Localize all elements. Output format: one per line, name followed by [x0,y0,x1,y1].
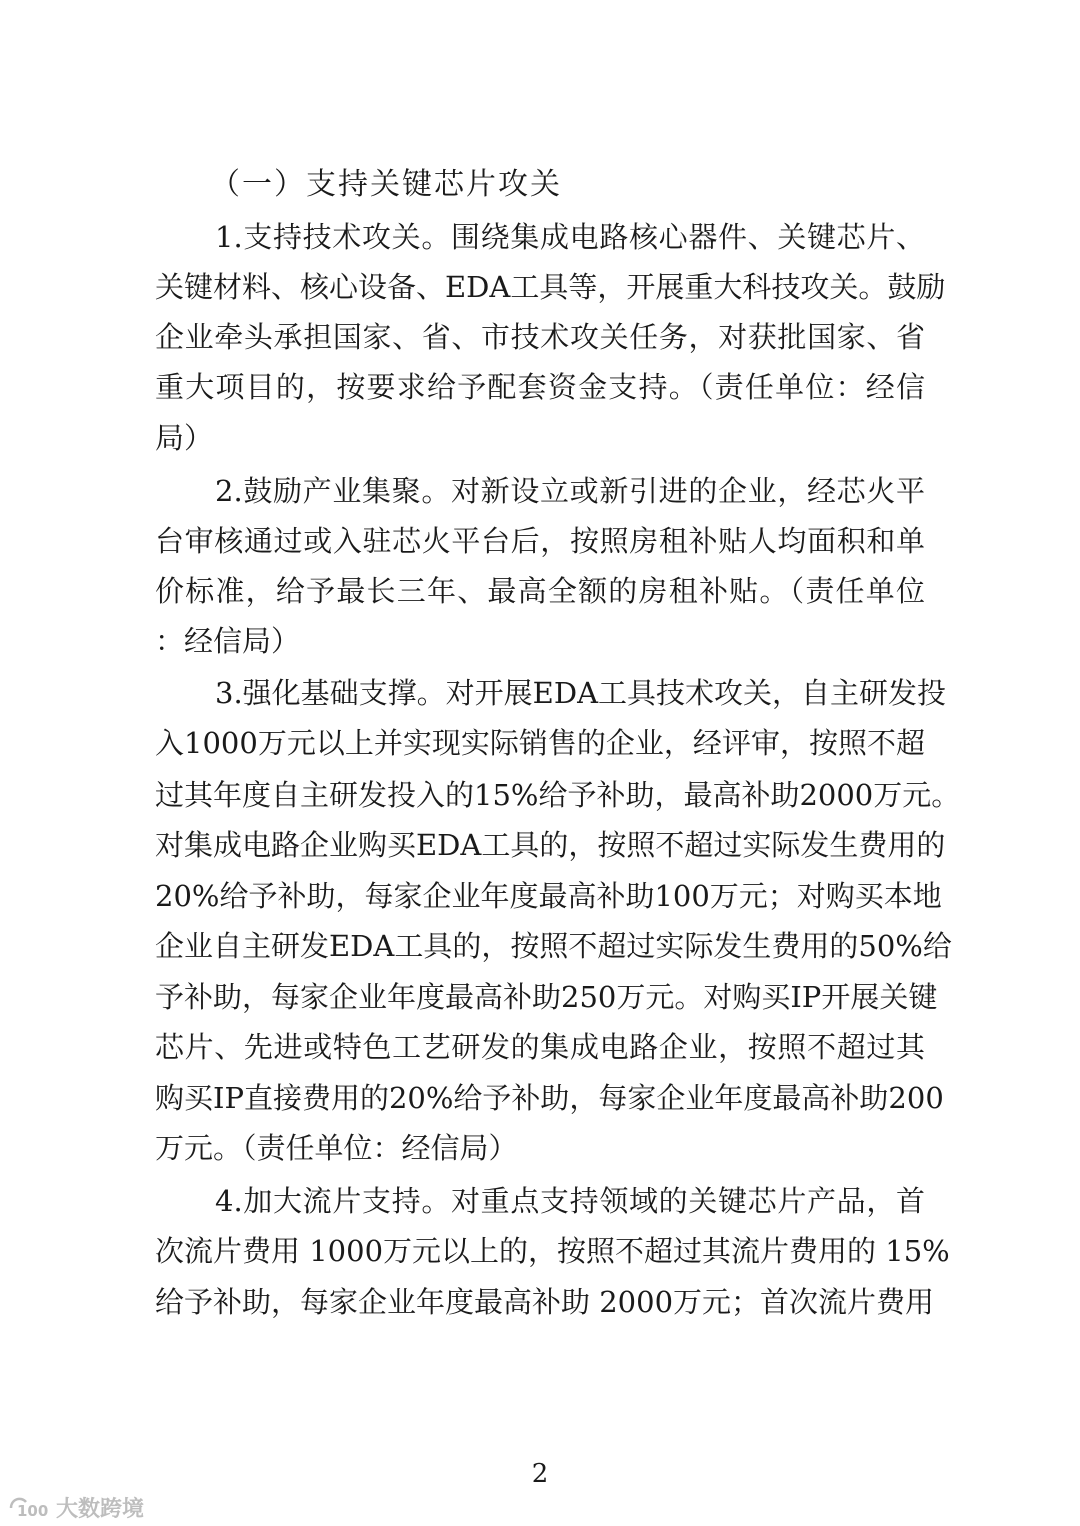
svg-text:100: 100 [17,1502,49,1520]
body-line: 台审核通过或入驻芯火平台后，按照房租补贴人均面积和单 [155,524,925,558]
body-line: ：经信局） [155,624,301,658]
body-line: 芯片、先进或特色工艺研发的集成电路企业，按照不超过其 [155,1030,925,1064]
body-line: 关键材料、核心设备、EDA工具等，开展重大科技攻关。鼓励 [155,270,946,304]
body-line: 购买IP直接费用的20%给予补助，每家企业年度最高补助200 [155,1081,944,1115]
body-line: 2.鼓励产业集聚。对新设立或新引进的企业，经芯火平 [215,474,925,508]
section-title: （一）支持关键芯片攻关 [210,167,562,202]
body-line: 万元。（责任单位：经信局） [155,1131,518,1165]
watermark [8,1492,144,1522]
body-line: 20%给予补助，每家企业年度最高补助100万元；对购买本地 [155,879,942,913]
body-line: 1.支持技术攻关。围绕集成电路核心器件、关键芯片、 [215,220,925,254]
body-line: 给予补助，每家企业年度最高补助 2000万元；首次流片费用 [155,1285,935,1319]
body-line: 次流片费用 1000万元以上的，按照不超过其流片费用的 15% [155,1234,950,1268]
body-line: 对集成电路企业购买EDA工具的，按照不超过实际发生费用的 [155,828,946,862]
body-line: 企业自主研发EDA工具的，按照不超过实际发生费用的50%给 [155,929,952,963]
watermark-text: 大数跨境 [56,1496,145,1522]
body-line: 价标准，给予最长三年、最高全额的房租补贴。（责任单位 [155,574,925,608]
body-line: 予补助，每家企业年度最高补助250万元。对购买IP开展关键 [155,980,938,1014]
body-line: 局） [155,421,214,455]
page-number: 2 [531,1459,549,1489]
body-line: 企业牵头承担国家、省、市技术攻关任务，对获批国家、省 [155,320,925,354]
body-line: 4.加大流片支持。对重点支持领域的关键芯片产品，首 [215,1184,925,1218]
watermark-logo-icon [8,1494,52,1520]
body-line: 3.强化基础支撑。对开展EDA工具技术攻关，自主研发投 [215,676,947,710]
body-line: 过其年度自主研发投入的15%给予补助，最高补助2000万元。 [155,778,961,812]
body-line: 入1000万元以上并实现实际销售的企业，经评审，按照不超 [155,726,925,760]
body-line: 重大项目的，按要求给予配套资金支持。（责任单位：经信 [155,370,925,404]
